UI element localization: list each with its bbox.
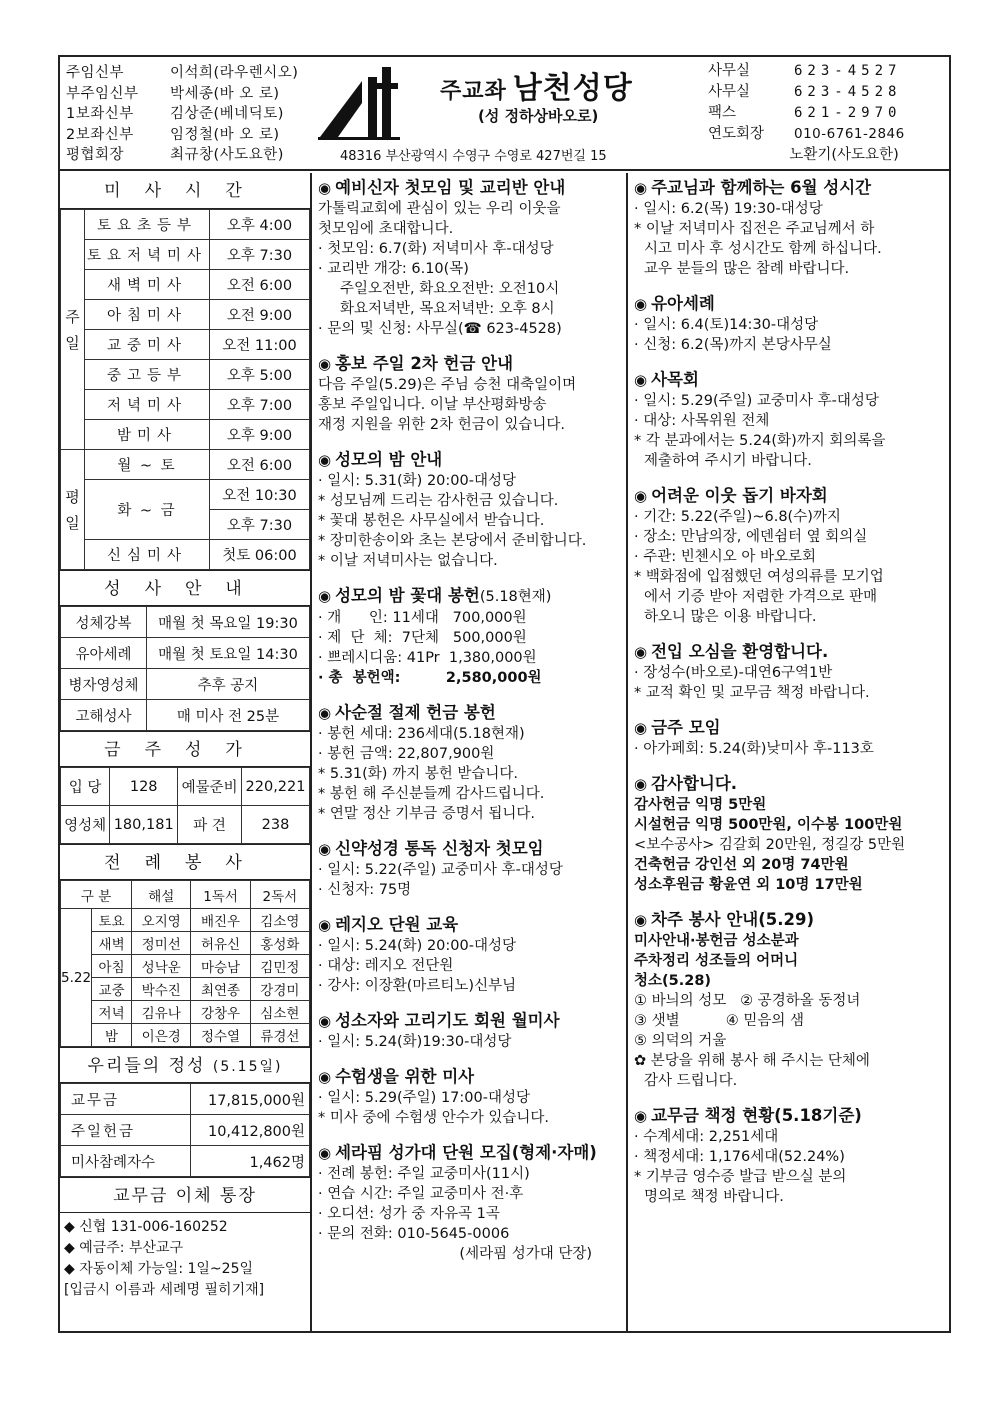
bullet-icon: ◉ [318,179,332,197]
bullet-icon: ◉ [634,179,648,197]
bullet-icon: ◉ [318,1012,332,1030]
table-row: 고해성사 매 미사 전 25분 [61,700,310,731]
notice-line: 재정 지원을 위한 2차 헌금이 있습니다. [318,417,565,433]
notice-line: * 꽃대 봉헌은 사무실에서 받습니다. [318,513,545,529]
sacraments-table [60,606,310,731]
bullet-icon: ◉ [318,587,332,605]
contact-row: 사무실 623-4528 [708,84,902,100]
table-row: 성체강복 매월 첫 목요일 19:30 [61,607,310,638]
liturgy-title: 전례봉사 [60,844,310,880]
notice-article [634,369,945,471]
notice-article [318,1066,622,1128]
notice-line: 화요저녁반, 목요저녁반: 오후 8시 [340,301,555,317]
notice-line: · 일시: 5.22(주일) 교중미사 후-대성당 [318,862,563,878]
notice-line: 다음 주일(5.29)은 주님 승천 대축일이며 [318,377,577,393]
notice-title: ◉ 사목회 [634,370,699,389]
table-row: 중고등부 오후 5:00 [61,360,310,390]
notice-title: ◉ 금주 모임 [634,718,721,737]
church-name: 주교좌 남천성당 [440,71,633,106]
table-row: 새벽미사 오전 6:00 [61,270,310,300]
bullet-icon: ◉ [634,643,648,661]
contact-row: 연도회장 010-6761-2846 [708,126,905,142]
notice-line: 감사 드립니다. [644,1073,738,1089]
notice-title: ◉ 세라핌 성가대 단원 모집(형제·자매) [318,1143,597,1162]
bullet-icon: ◉ [318,1144,332,1162]
notice-line: · 책정세대: 1,176세대(52.24%) [634,1149,845,1165]
table-row: 5.22 토요 오지영 배진우 김소영 [61,909,310,932]
notice-article [318,449,622,571]
notice-title: ◉ 성소자와 고리기도 회원 월미사 [318,1011,560,1030]
contacts-list [708,61,905,166]
bullet-icon: ◉ [634,775,648,793]
notice-line: 시고 미사 후 성시간도 함께 하십니다. [644,241,882,257]
notice-line: * 봉헌 해 주신분들께 감사드립니다. [318,786,545,802]
table-row: 영성체 180,181 파 견 238 [61,806,310,844]
notice-line: · 문의 전화: 010-5645-0006 [318,1226,510,1242]
bulletin-header [60,57,949,171]
notice-line: 제출하여 주시기 바랍니다. [644,453,812,469]
table-row: 교무금 17,815,000원 [61,1084,310,1115]
table-row: 아침미사 오전 9:00 [61,300,310,330]
notice-line: · 연습 시간: 주일 교중미사 전·후 [318,1186,524,1202]
notice-line: · 일시: 6.4(토)14:30-대성당 [634,317,819,333]
bank-info: ◆ 신협 131-006-160252 ◆ 예금주: 부산교구 ◆ 자동이체 가능일: 1일~25일 [입금시 이름과 세례명 필히기재] [64,1219,265,1298]
hymns-table [60,767,310,844]
notice-title: ◉ 주교님과 함께하는 6월 성시간 [634,178,872,197]
bullet-icon: ◉ [318,704,332,722]
notice-article [318,838,622,900]
table-row: 저녁미사 오후 7:00 [61,390,310,420]
notice-line: · 제 단 체: 7단체 500,000원 [318,630,527,646]
notice-article [318,914,622,996]
notice-line: 주차정리 성조들의 어머니 [634,953,799,969]
bullet-icon: ◉ [318,916,332,934]
notice-line: · 교리반 개강: 6.10(목) [318,261,469,277]
notice-line: · 강사: 이장환(마르티노)신부님 [318,978,517,994]
notice-line: · 문의 및 신청: 사무실(☎ 623-4528) [318,321,562,337]
mass-times-table [60,209,310,570]
left-column [60,173,312,1333]
notice-line: (세라핌 성가대 단장) [459,1246,592,1262]
notice-line: 성소후원금 황윤연 외 10명 17만원 [634,877,863,893]
table-row: 밤미사 오후 9:00 [61,420,310,450]
notice-line: · 일시: 5.29(주일) 17:00-대성당 [318,1090,530,1106]
notice-article [634,717,945,759]
notice-line: * 5.31(화) 까지 봉헌 받습니다. [318,766,518,782]
notice-article [318,1142,622,1264]
table-row: 신심미사 첫토 06:00 [61,540,310,570]
notice-line: * 이날 저녁미사 집전은 주교님께서 하 [634,221,875,237]
notice-line: 청소(5.28) [634,973,712,989]
table-row: 교중 박수진 최연종 강경미 [61,978,310,1001]
bullet-icon: ◉ [318,1068,332,1086]
notice-line: * 백화점에 입점했던 여성의류를 모기업 [634,569,884,585]
notice-article [634,177,945,279]
notice-line: 명의로 책정 바랍니다. [644,1189,784,1205]
notice-line: 건축헌금 강인선 외 20명 74만원 [634,857,849,873]
notice-article [318,353,622,435]
notice-line: · 전례 봉헌: 주일 교중미사(11시) [318,1166,530,1182]
table-row: 밤 이은경 정수열 류경선 [61,1024,310,1047]
liturgy-table [60,880,310,1047]
notice-line: 가톨릭교회에 관심이 있는 우리 이웃을 [318,201,561,217]
contact-row: 팩스 621-2970 [708,105,902,121]
church-logo-icon [318,63,400,141]
bullet-icon: ◉ [634,371,648,389]
notice-article [318,177,622,339]
notice-line: <보수공사> 김갈회 20만원, 정길강 5만원 [634,837,906,853]
church-address: 48316 부산광역시 수영구 수영로 427번길 15 [340,149,607,164]
table-row: 저녁 김유나 강창우 심소현 [61,1001,310,1024]
bullet-icon: ◉ [634,487,648,505]
notice-line: * 각 분과에서는 5.24(화)까지 회의록을 [634,433,886,449]
notice-title: ◉ 수험생을 위한 미사 [318,1067,475,1086]
notice-line: · 개 인: 11세대 700,000원 [318,610,527,626]
table-row: 평 일 월 ~ 토 오전 6:00 [61,450,310,480]
table-row: 교중미사 오전 11:00 [61,330,310,360]
notice-line: · 일시: 5.24(화) 20:00-대성당 [318,938,516,954]
notice-line: · 대상: 사목위원 전체 [634,413,770,429]
notice-line: · 수계세대: 2,251세대 [634,1129,779,1145]
notice-article [634,641,945,703]
bullet-icon: ◉ [634,719,648,737]
notice-title: ◉ 전입 오심을 환영합니다. [634,642,829,661]
notice-line: 에서 기증 받아 저렴한 가격으로 판매 [644,589,878,605]
notice-article [318,1010,622,1052]
table-row: 화 ~ 금 오전 10:30 [61,480,310,510]
table-row: 주 일 토요초등부 오후 4:00 [61,210,310,240]
notice-line: 홍보 주일입니다. 이날 부산평화방송 [318,397,547,413]
notice-line: · 일시: 6.2(목) 19:30-대성당 [634,201,823,217]
offerings-title: 우리들의 정성 (5.15일) [60,1047,310,1083]
bullet-icon: ◉ [318,840,332,858]
notice-article [318,585,622,688]
notice-line: 시설헌금 익명 500만원, 이수봉 100만원 [634,817,903,833]
bullet-icon: ◉ [634,295,648,313]
notice-line: * 미사 중에 수험생 안수가 있습니다. [318,1110,550,1126]
staff-row: 평협회장 최규창(사도요한) [66,147,284,163]
notice-line: * 기부금 영수증 발급 받으실 분의 [634,1169,847,1185]
notice-line: 하오니 많은 이용 바랍니다. [644,609,817,625]
notice-line: · 첫모임: 6.7(화) 저녁미사 후-대성당 [318,241,554,257]
notice-title: ◉ 교무금 책정 현황(5.18기준) [634,1106,862,1125]
notice-title: ◉ 신약성경 통독 신청자 첫모임 [318,839,544,858]
notice-line: · 대상: 레지오 전단원 [318,958,454,974]
bullet-icon: ◉ [634,911,648,929]
notice-line: · 아가페회: 5.24(화)낮미사 후-113호 [634,741,874,757]
table-row: 미사참례자수 1,462명 [61,1146,310,1177]
table-row: 새벽 정미선 허유신 홍성화 [61,932,310,955]
notice-article [318,702,622,824]
staff-row: 부주임신부 박세종(바 오 로) [66,85,280,102]
notice-line: · 봉헌 금액: 22,807,900원 [318,746,495,762]
table-row: 병자영성체 추후 공지 [61,669,310,700]
notice-line: · 장성수(바오로)-대연6구역1반 [634,665,833,681]
bulletin-page [58,55,951,1333]
notice-line: · 신청: 6.2(목)까지 본당사무실 [634,337,832,353]
notice-title: ◉ 사순절 절제 헌금 봉헌 [318,703,496,722]
notice-line: 감사헌금 익명 5만원 [634,797,767,813]
notice-title: ◉ 레지오 단원 교육 [318,915,459,934]
notice-article [634,1105,945,1207]
notice-line: · 장소: 만남의장, 에덴쉼터 옆 회의실 [634,529,868,545]
sunday-label: 주 일 [61,210,85,450]
notice-article [634,293,945,355]
notice-line: · 주관: 빈첸시오 아 바오로회 [634,549,817,565]
notice-line: ✿ 본당을 위해 봉사 해 주시는 단체에 [634,1053,870,1069]
notice-line: * 연말 정산 기부금 증명서 됩니다. [318,806,535,822]
notice-line: ③ 샛별 ④ 믿음의 샘 [634,1013,804,1029]
contact-person: 노환기(사도요한) [789,147,899,163]
right-column [630,173,949,1333]
notice-line: * 이날 저녁미사는 없습니다. [318,553,498,569]
notice-title: ◉ 홍보 주일 2차 헌금 안내 [318,354,514,373]
bullet-icon: ◉ [318,451,332,469]
staff-row: 2보좌신부 임정철(바 오 로) [66,126,280,143]
notice-line: · 쁘레시디움: 41Pr 1,380,000원 [318,650,537,666]
notice-title: ◉ 어려운 이웃 돕기 바자회 [634,486,828,505]
notice-article [634,485,945,627]
staff-row: 주임신부 이석희(라우렌시오) [66,65,299,81]
table-row: 오후 7:30 [61,510,310,540]
notice-line: * 성모님께 드리는 감사헌금 있습니다. [318,493,559,509]
table-row: 아침 성낙운 마승남 김민정 [61,955,310,978]
staff-list [66,63,298,166]
hymns-title: 금주성가 [60,731,310,767]
table-row: 주일헌금 10,412,800원 [61,1115,310,1146]
notice-title: ◉ 차주 봉사 안내(5.29) [634,910,815,929]
notice-title: ◉ 성모의 밤 꽃대 봉헌(5.18현재) [318,586,552,605]
notice-line: · 일시: 5.31(화) 20:00-대성당 [318,473,516,489]
notice-line: · 일시: 5.24(화)19:30-대성당 [318,1034,512,1050]
weekday-label: 평 일 [61,450,85,570]
notice-line: 주일오전반, 화요오전반: 오전10시 [340,281,560,297]
notice-title: ◉ 감사합니다. [634,774,738,793]
notice-line: ⑤ 의덕의 거울 [634,1033,727,1049]
notice-line: · 기간: 5.22(주일)~6.8(수)까지 [634,509,841,525]
bank-title: 교무금 이체 통장 [60,1177,310,1213]
notice-line: 교우 분들의 많은 참례 바랍니다. [644,261,850,277]
table-row: 유아세례 매월 첫 토요일 14:30 [61,638,310,669]
notice-article [634,909,945,1091]
notice-line: 미사안내·봉헌금 성소분과 [634,933,799,949]
contact-row: 사무실 623-4527 [708,63,902,79]
sacraments-title: 성사안내 [60,570,310,606]
notice-line: 첫모임에 초대합니다. [318,221,454,237]
notice-title: ◉ 예비신자 첫모임 및 교리반 안내 [318,178,566,197]
table-row: 토요저녁미사 오후 7:30 [61,240,310,270]
notice-line: * 교적 확인 및 교무금 책정 바랍니다. [634,685,870,701]
middle-column [314,173,628,1333]
notice-line: · 총 봉헌액: 2,580,000원 [318,670,542,686]
staff-row: 1보좌신부 김상준(베네딕토) [66,106,284,122]
patron-saint: (성 정하상바오로) [478,107,599,125]
notice-line: · 신청자: 75명 [318,882,412,898]
notice-title: ◉ 성모의 밤 안내 [318,450,443,469]
notice-line: ① 바늬의 성모 ② 공경하올 동정녀 [634,993,861,1009]
notice-line: * 장미한송이와 초는 본당에서 준비합니다. [318,533,587,549]
table-row: 입 당 128 예물준비 220,221 [61,768,310,806]
bullet-icon: ◉ [318,355,332,373]
mass-times-title: 미사시간 [60,173,310,209]
notice-article [634,773,945,895]
notice-line: · 오디션: 성가 중 자유곡 1곡 [318,1206,500,1222]
table-row: 구 분 해설 1독서 2독서 [61,881,310,909]
bullet-icon: ◉ [634,1107,648,1125]
notice-line: · 봉헌 세대: 236세대(5.18현재) [318,726,525,742]
notice-title: ◉ 유아세례 [634,294,715,313]
notice-line: · 일시: 5.29(주일) 교중미사 후-대성당 [634,393,879,409]
offerings-table [60,1083,310,1177]
